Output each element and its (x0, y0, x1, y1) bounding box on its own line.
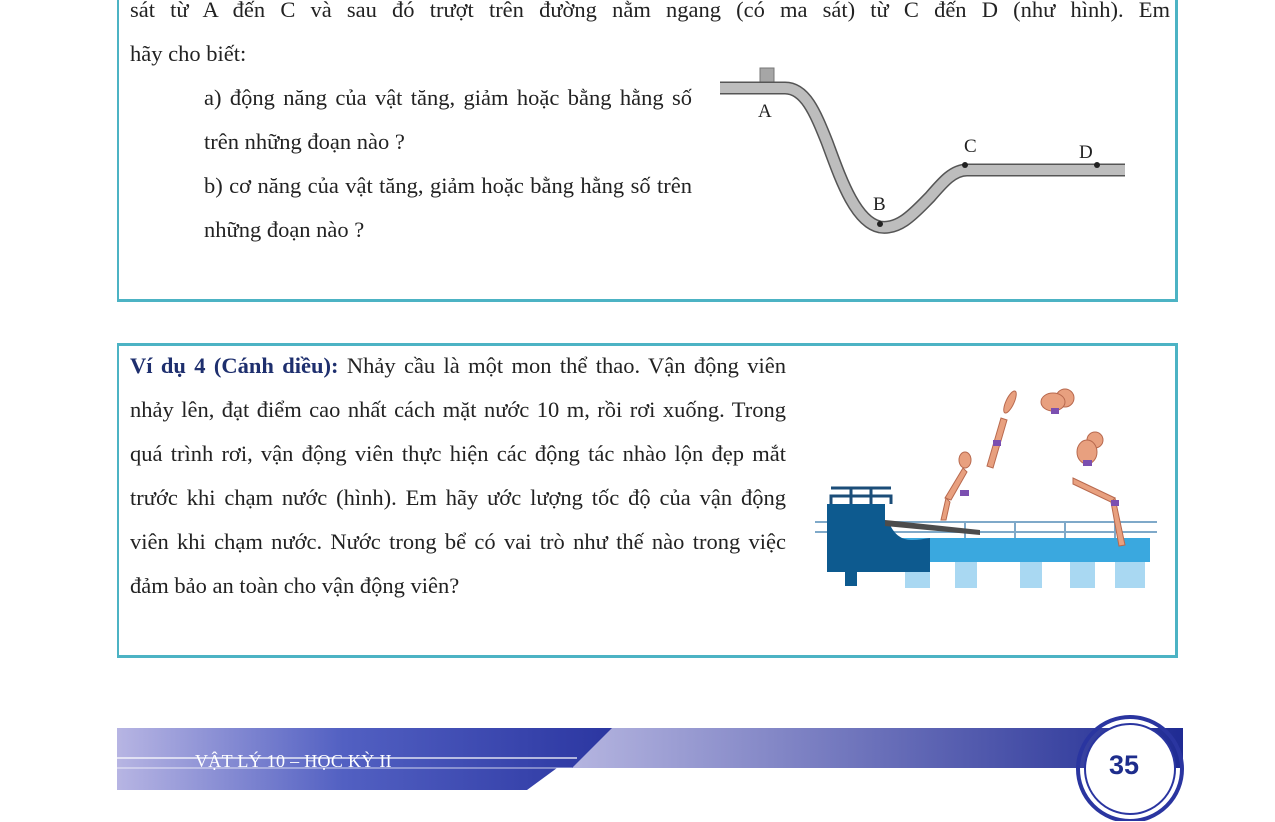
label-d: D (1079, 142, 1093, 163)
page-number: 35 (1108, 750, 1140, 780)
question-a: a) động năng của vật tăng, giảm hoặc bằng hằng số trên những đoạn nào ? (204, 85, 692, 154)
footer-title: VẬT LÝ 10 – HỌC KỲ II (195, 751, 392, 771)
label-a: A (758, 101, 772, 122)
example-paragraph (130, 344, 786, 608)
diving-illustration (815, 380, 1160, 592)
point-d (1094, 162, 1100, 168)
point-c (962, 162, 968, 168)
track-figure (715, 62, 1135, 247)
label-b: B (873, 194, 886, 215)
problem-text-line: sát từ A đến C và sau đó trượt trên đường nằm ngang (có ma sát) từ C đến D (như hình). Em (130, 0, 1170, 22)
label-c: C (964, 136, 977, 157)
example-title: Ví dụ 4 (Cánh diều): (130, 353, 339, 378)
point-b (877, 221, 883, 227)
example-body: Nhảy cầu là một mon thể thao. Vận động viên nhảy lên, đạt điểm cao nhất cách mặt nước 10 m, rồi rơi xuống. Trong quá trình rơi, vận động viên thực hiện các động tác nhào lộn đẹp mắt trước khi chạm nước (hình). Em hãy ước lượng tốc độ của vận động viên khi chạm nước. Nước trong bể có vai trò như thế nào trong việc đảm bảo an toàn cho vận động viên? (130, 353, 786, 598)
problem-text-line: hãy cho biết: (130, 41, 247, 66)
question-b: b) cơ năng của vật tăng, giảm hoặc bằng hằng số trên những đoạn nào ? (204, 173, 692, 242)
